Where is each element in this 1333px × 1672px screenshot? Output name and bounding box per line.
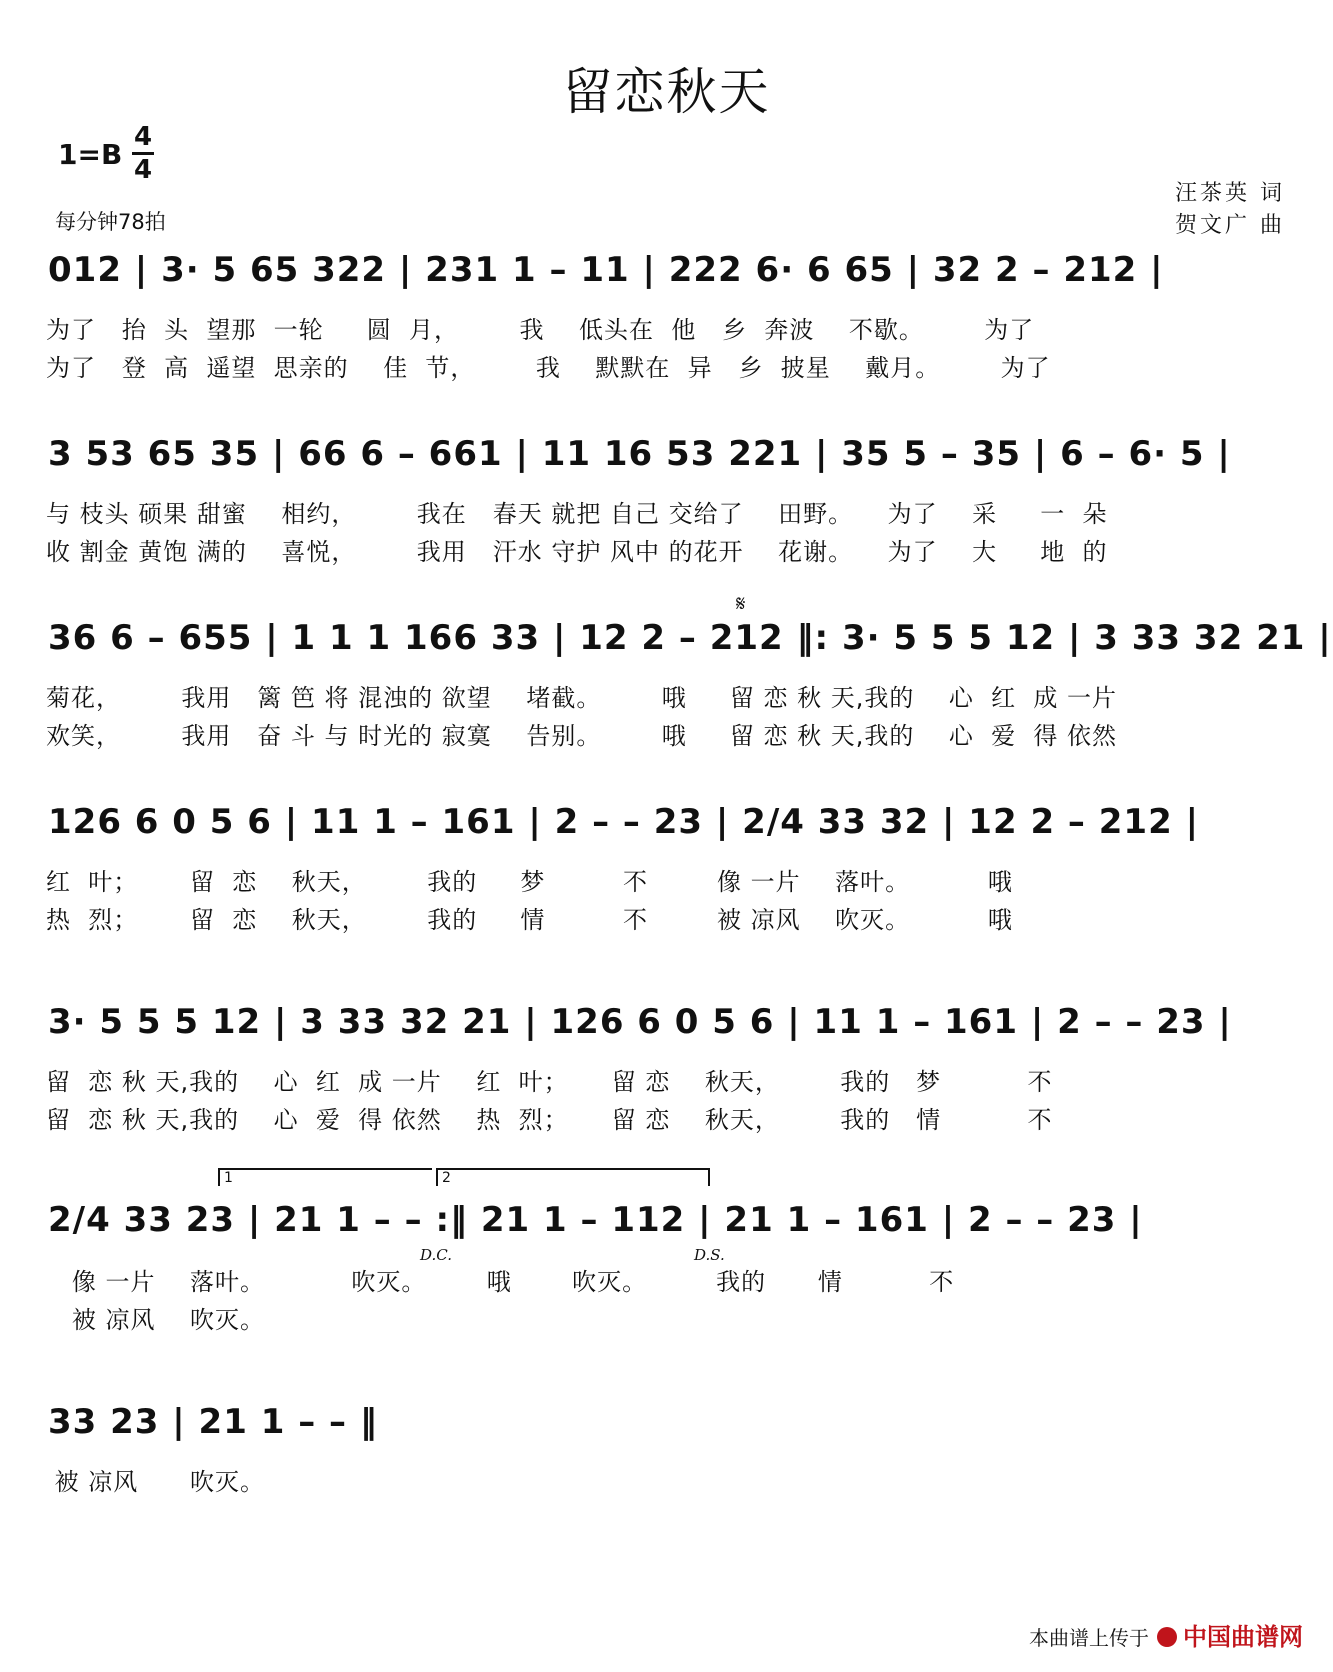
notation-row-3: 36 6 – 655 | 1 1 1 166 33 | 12 2 – 212 ‖: 3· 5 5 5 12 | 3 33 32 21 | [48,618,1332,658]
time-signature-bottom: 4 [133,155,153,185]
lyrics-row-4-verse-1: 红 叶； 留 恋 秋天， 我的 梦 不 像 一片 落叶。 哦 [46,868,1013,896]
lyrics-row-4-verse-2: 热 烈； 留 恋 秋天， 我的 情 不 被 凉风 吹灭。 哦 [46,906,1013,934]
notation-row-2: 3 53 65 35 | 66 6 – 661 | 11 16 53 221 | 35 5 – 35 | 6 – 6· 5 | [48,434,1231,474]
lyrics-row-6-verse-2: 被 凉风 吹灭。 [46,1306,266,1334]
lyrics-row-6-verse-1: 像 一片 落叶。 吹灭。 哦 吹灭。 我的 情 不 [46,1268,955,1296]
lyrics-row-3-verse-1: 菊花， 我用 篱 笆 将 混浊的 欲望 堵截。 哦 留 恋 秋 天,我的 心 红 成 一片 [46,684,1118,712]
second-ending-number: 2 [442,1170,451,1186]
time-signature [130,122,156,185]
first-ending-number: 1 [224,1170,233,1186]
site-logo-icon [1157,1627,1177,1647]
lyrics-row-5-verse-1: 留 恋 秋 天,我的 心 红 成 一片 红 叶； 留 恋 秋天， 我的 梦 不 [46,1068,1053,1096]
time-signature-top: 4 [133,122,153,152]
da-capo-mark: D.C. [420,1246,452,1264]
lyrics-row-7-verse-1: 被 凉风 吹灭。 [46,1468,266,1496]
notation-row-7: 33 23 | 21 1 – – ‖ [48,1402,378,1442]
second-ending-bracket [436,1168,710,1186]
lyrics-row-1-verse-1: 为了 抬 头 望那 一轮 圆 月， 我 低头在 他 乡 奔波 不歇。 为了 [46,316,1035,344]
lyrics-row-3-verse-2: 欢笑， 我用 奋 斗 与 时光的 寂寞 告别。 哦 留 恋 秋 天,我的 心 爱 得 依然 [46,722,1118,750]
notation-row-4: 126 6 0 5 6 | 11 1 – 161 | 2 – – 23 | 2/4 33 32 | 12 2 – 212 | [48,802,1199,842]
tempo-marking: 每分钟78拍 [55,210,166,234]
segno-sign: 𝄋 [736,592,746,617]
lyricist-credit: 汪茶英 词 [1175,181,1285,206]
site-brand[interactable]: 中国曲谱网 [1183,1623,1303,1651]
notation-row-6: 2/4 33 23 | 21 1 – – :‖ 21 1 – 112 | 21 1 – 161 | 2 – – 23 | [48,1200,1143,1240]
song-title: 留恋秋天 [562,63,771,121]
key-signature: 1=B [58,138,123,171]
lyrics-row-2-verse-2: 收 割金 黄饱 满的 喜悦， 我用 汗水 守护 风中 的花开 花谢。 为了 大 地 的 [46,538,1108,566]
lyrics-row-5-verse-2: 留 恋 秋 天,我的 心 爱 得 依然 热 烈； 留 恋 秋天， 我的 情 不 [46,1106,1053,1134]
notation-row-1: 012 | 3· 5 65 322 | 231 1 – 11 | 222 6· 6 65 | 32 2 – 212 | [48,250,1164,290]
site-footer [1029,1617,1303,1652]
first-ending-bracket [218,1168,432,1186]
lyrics-row-2-verse-1: 与 枝头 硕果 甜蜜 相约， 我在 春天 就把 自己 交给了 田野。 为了 采 一 朵 [46,500,1108,528]
notation-row-5: 3· 5 5 5 12 | 3 33 32 21 | 126 6 0 5 6 | 11 1 – 161 | 2 – – 23 | [48,1002,1232,1042]
lyrics-row-1-verse-2: 为了 登 高 遥望 思亲的 佳 节， 我 默默在 异 乡 披星 戴月。 为了 [46,354,1051,382]
composer-credit: 贺文广 曲 [1175,213,1285,238]
footer-text: 本曲谱上传于 [1029,1626,1149,1650]
dal-segno-mark: D.S. [694,1246,725,1264]
